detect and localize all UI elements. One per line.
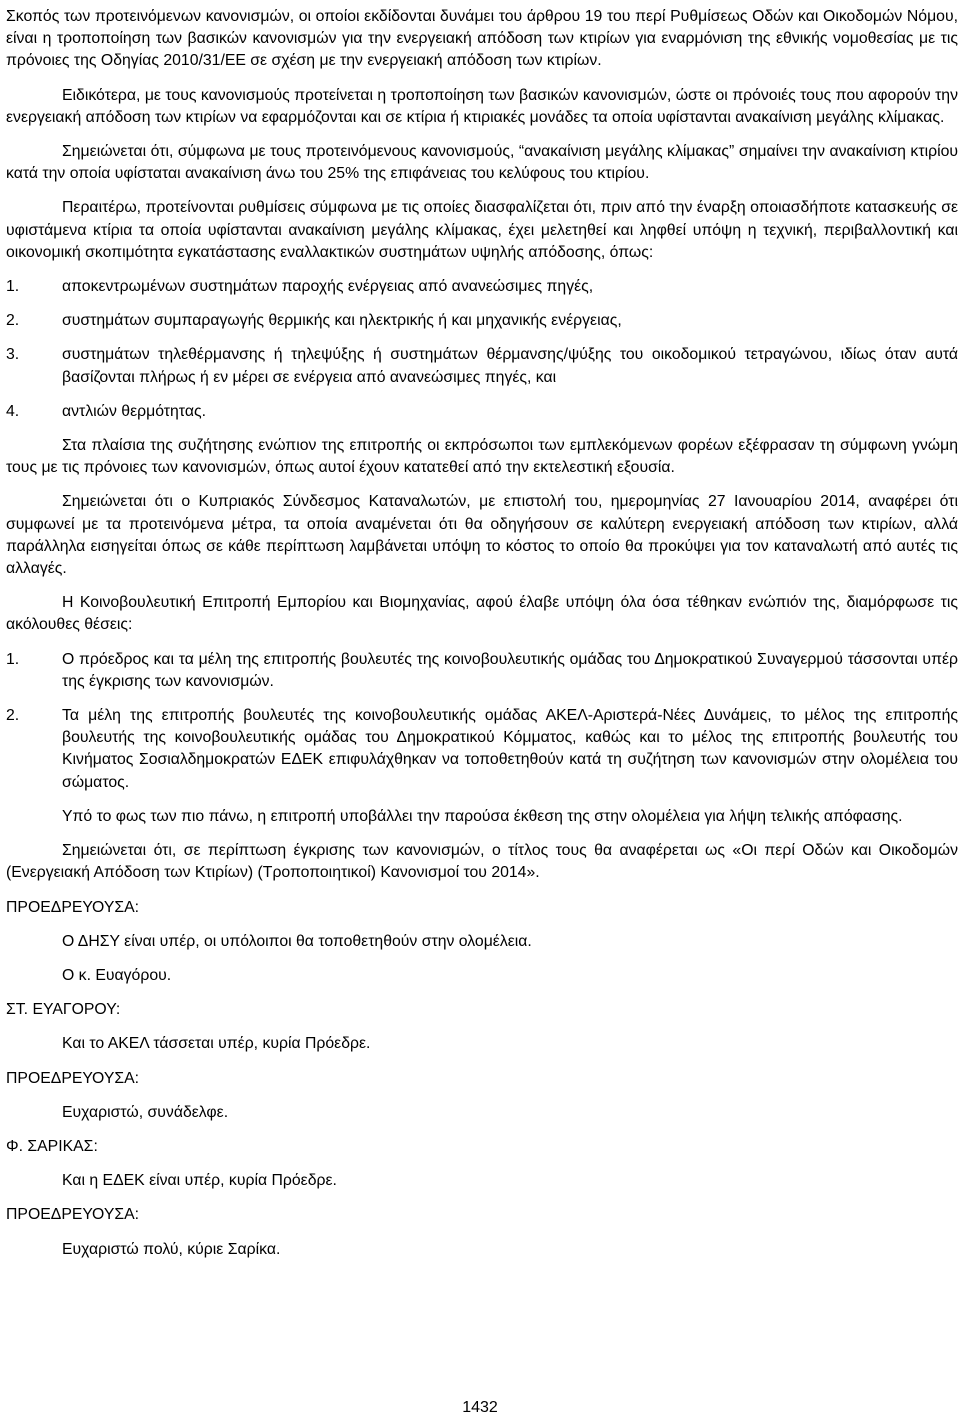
list-item-number: 1.	[6, 278, 20, 296]
body-paragraph-consumers: Σημειώνεται ότι ο Κυπριακός Σύνδεσμος Καταναλωτών, με επιστολή του, ημερομηνίας 27 Ιανουαρίου 2014, αναφέρει ότι συμφωνεί με τα προτεινόμενα μέτρα, τα οποία αναμένεται ότι θα οδηγήσουν σε καλύτερη ενεργειακή απόδοση των κτιρίων, αλλά παράλληλα εισηγείται όπως σε κάθε περίπτωση λαμβάνεται υπόψη το κόστος το οποίο θα προκύψει για τον καταναλωτή από αυτές τις αλλαγές.	[6, 493, 958, 578]
intro-paragraph-specifics: Ειδικότερα, με τους κανονισμούς προτείνεται η τροποποίηση των βασικών κανονισμών, ώστε οι πρόνοιές τους που αφορούν την ενεργειακή απόδοση των κτιρίων να εφαρμόζονται και σε κτίρια ή κτιριακές μονάδες τα οποία υφίστανται ανακαίνιση μεγάλης κλίμακας.	[6, 86, 958, 126]
list-item	[6, 649, 958, 693]
speaker-label: ΠΡΟΕΔΡΕΥΟΥΣΑ:	[6, 1069, 140, 1087]
list-item	[6, 310, 958, 332]
closing-paragraph-title: Σημειώνεται ότι, σε περίπτωση έγκρισης των κανονισμών, ο τίτλος τους θα αναφέρεται ως «Οι περί Οδών και Οικοδομών (Ενεργειακή Απόδοση των Κτιρίων) (Τροποποιητικοί) Κανονισμοί του 2014».	[6, 842, 958, 882]
intro-paragraph-systems: Περαιτέρω, προτείνονται ρυθμίσεις σύμφωνα με τις οποίες διασφαλίζεται ότι, πριν από την έναρξη οποιασδήποτε κατασκευής σε υφιστάμενα κτίρια τα οποία υφίστανται ανακαίνιση μεγάλης κλίμακας, έχει μελετηθεί και ληφθεί υπόψη η τεχνική, περιβαλλοντική και οικονομική σκοπιμότητα εγκατάστασης εναλλακτικών συστημάτων υψηλής απόδοσης, όπως:	[6, 199, 958, 261]
list-item-text: συστημάτων τηλεθέρμανσης ή τηλεψύξης ή συστημάτων θέρμανσης/ψύξης του οικοδομικού τετραγώνου, ιδίως όταν αυτά βασίζονται πλήρως ή εν μέρει σε ενέργεια από ανανεώσιμες πηγές, και	[62, 346, 958, 386]
list-item-text: αποκεντρωμένων συστημάτων παροχής ενέργειας από ανανεώσιμες πηγές,	[62, 278, 594, 296]
closing-paragraph-submission: Υπό το φως των πιο πάνω, η επιτροπή υποβάλλει την παρούσα έκθεση της στην ολομέλεια για λήψη τελικής απόφασης.	[62, 807, 903, 825]
intro-paragraph-definition: Σημειώνεται ότι, σύμφωνα με τους προτεινόμενους κανονισμούς, “ανακαίνιση μεγάλης κλίμακας” σημαίνει την ανακαίνιση κτιρίου κατά την οποία υφίσταται ανακαίνιση άνω του 25% της επιφάνειας του κελύφους του κτιρίου.	[6, 143, 958, 183]
list-item-number: 2.	[6, 312, 20, 330]
body-paragraph-stakeholders: Στα πλαίσια της συζήτησης ενώπιον της επιτροπής οι εκπρόσωποι των εμπλεκόμενων φορέων εξέφρασαν τη σύμφωνη γνώμη τους με τις πρόνοιες των κανονισμών, όπως αυτοί έχουν κατατεθεί από την εκτελεστική εξουσία.	[6, 437, 958, 477]
speaker-label: ΠΡΟΕΔΡΕΥΟΥΣΑ:	[6, 898, 140, 916]
speech-line: Ο ΔΗΣΥ είναι υπέρ, οι υπόλοιποι θα τοποθετηθούν στην ολομέλεια.	[62, 932, 532, 950]
speech-line: Και το ΑΚΕΛ τάσσεται υπέρ, κυρία Πρόεδρε.	[62, 1035, 371, 1053]
speaker-label: Φ. ΣΑΡΙΚΑΣ:	[6, 1137, 98, 1155]
page-number: 1432	[462, 1399, 498, 1416]
list-item	[6, 344, 958, 388]
list-item-number: 4.	[6, 402, 20, 420]
speech-line: Ευχαριστώ, συνάδελφε.	[62, 1103, 229, 1121]
positions-list	[6, 649, 958, 794]
speech-line: Ο κ. Ευαγόρου.	[62, 966, 172, 984]
systems-list	[6, 276, 958, 423]
body-paragraph-committee: Η Κοινοβουλευτική Επιτροπή Εμπορίου και Βιομηχανίας, αφού έλαβε υπόψη όλα όσα τέθηκαν ενώπιόν της, διαμόρφωσε τις ακόλουθες θέσεις:	[6, 594, 958, 634]
speech-line: Ευχαριστώ πολύ, κύριε Σαρίκα.	[62, 1240, 281, 1258]
list-item-text: Τα μέλη της επιτροπής βουλευτές της κοινοβουλευτικής ομάδας ΑΚΕΛ-Αριστερά-Νέες Δυνάμεις, το μέλος της επιτροπής βουλευτής της κοινοβουλευτικής ομάδας του Δημοκρατικού Κόμματος, καθώς και το μέλος της επιτροπής βουλευτής του Κινήματος Σοσιαλδημοκρατών ΕΔΕΚ επιφυλάχθηκαν να τοποθετηθούν κατά τη συζήτηση των κανονισμών στην ολομέλεια του σώματος.	[62, 707, 958, 791]
speaker-label: ΣΤ. ΕΥΑΓΟΡΟΥ:	[6, 1001, 121, 1019]
list-item	[6, 276, 958, 298]
document-page	[6, 6, 958, 1261]
list-item-number: 3.	[6, 346, 20, 364]
list-item-number: 2.	[6, 707, 20, 725]
list-item-text: Ο πρόεδρος και τα μέλη της επιτροπής βουλευτές της κοινοβουλευτικής ομάδας του Δημοκρατικού Συναγερμού τάσσονται υπέρ της έγκρισης των κανονισμών.	[62, 650, 958, 690]
transcript	[6, 897, 958, 1261]
list-item	[6, 705, 958, 794]
speaker-label: ΠΡΟΕΔΡΕΥΟΥΣΑ:	[6, 1206, 140, 1224]
list-item-text: συστημάτων συμπαραγωγής θερμικής και ηλεκτρικής ή και μηχανικής ενέργειας,	[62, 312, 622, 330]
list-item-text: αντλιών θερμότητας.	[62, 402, 206, 420]
list-item	[6, 401, 958, 423]
intro-paragraph-purpose: Σκοπός των προτεινόμενων κανονισμών, οι οποίοι εκδίδονται δυνάμει του άρθρου 19 του περί Ρυθμίσεως Οδών και Οικοδομών Νόμου, είναι η τροποποίηση των βασικών κανονισμών για την ενεργειακή απόδοση των κτιρίων για εναρμόνιση της εθνικής νομοθεσίας με τις πρόνοιες της Οδηγίας 2010/31/ΕΕ σε σχέση με την ενεργειακή απόδοση των κτιρίων.	[6, 8, 958, 70]
speech-line: Και η ΕΔΕΚ είναι υπέρ, κυρία Πρόεδρε.	[62, 1172, 337, 1190]
list-item-number: 1.	[6, 650, 20, 668]
